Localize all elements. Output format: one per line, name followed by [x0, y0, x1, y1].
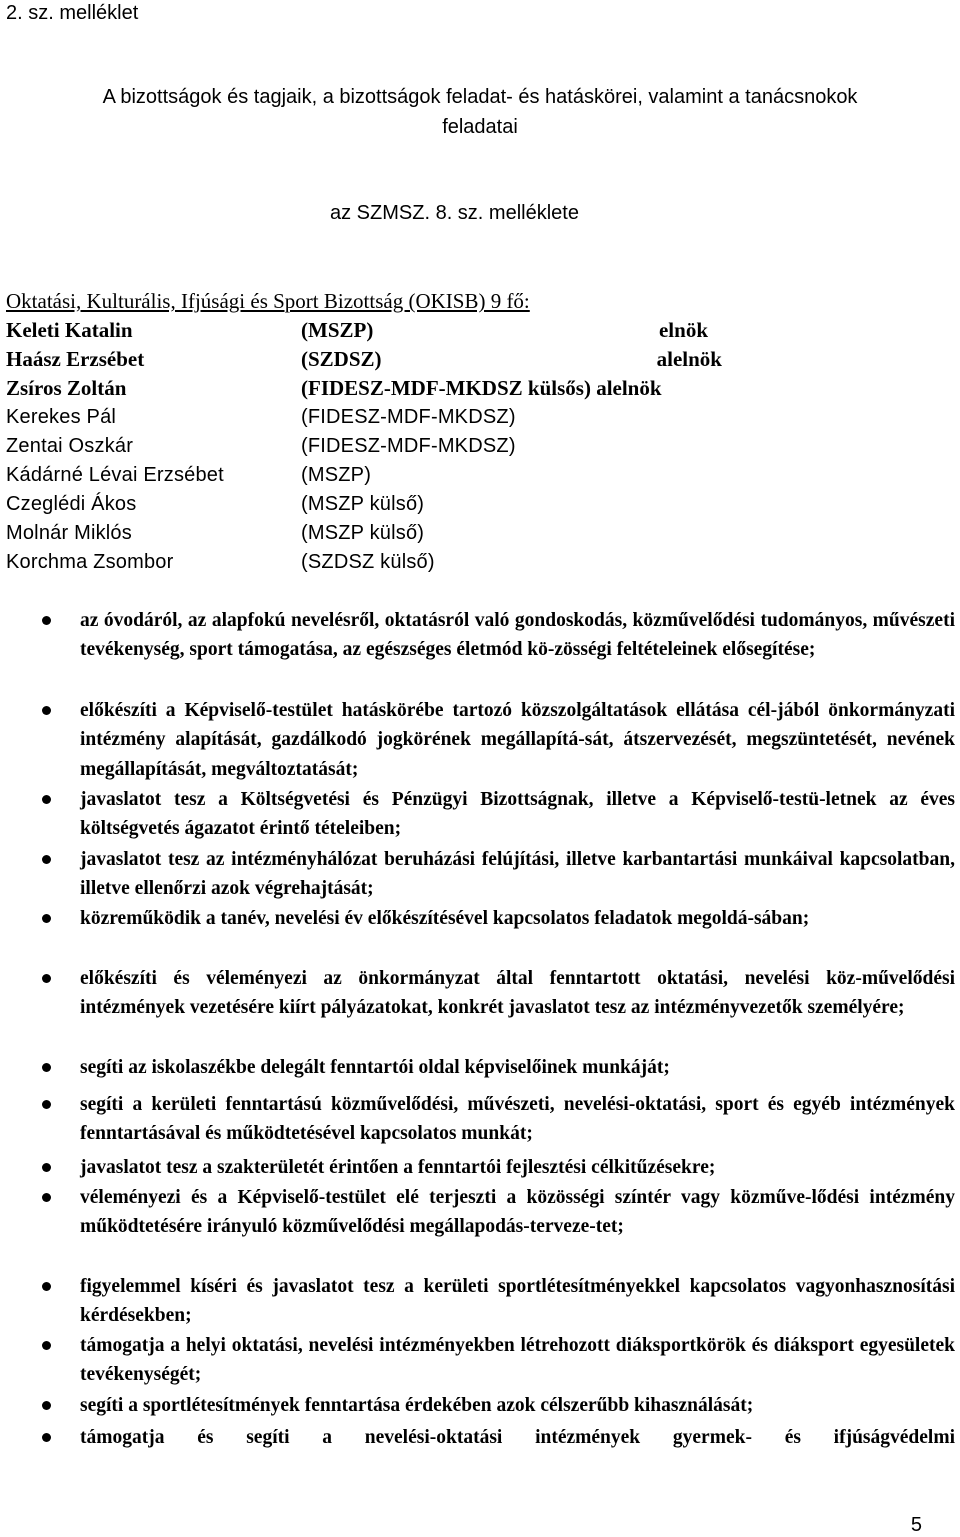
bullet-icon: [42, 974, 51, 983]
member-name: Kerekes Pál: [6, 406, 117, 428]
member-party: (MSZP): [301, 464, 372, 486]
bullet-icon: [42, 1401, 51, 1410]
annex-label: 2. sz. melléklet: [6, 2, 139, 24]
member-party: (MSZP): [301, 318, 374, 342]
duty-item: támogatja és segíti a nevelési-oktatási intézmények gyermek- és ifjúságvédelmi: [80, 1427, 955, 1448]
duty-item: előkészíti és véleményezi az önkormányzat által fenntartott oktatási, nevelési köz-művelődési intézmények vezetésére kiírt pályázatokat, konkrét javaslatot tesz az intézményvezetők személyére;: [80, 968, 955, 1019]
member-name: Molnár Miklós: [6, 522, 132, 544]
member-party: (FIDESZ-MDF-MKDSZ): [301, 435, 516, 457]
duty-item: javaslatot tesz a Költségvetési és Pénzügyi Bizottságnak, illetve a Képviselő-testü-letnek az éves költségvetés ágazatot érintő tételeiben;: [80, 789, 955, 840]
member-name: Haász Erzsébet: [6, 347, 145, 371]
member-party: (FIDESZ-MDF-MKDSZ): [301, 406, 516, 428]
document-subtitle: az SZMSZ. 8. sz. melléklete: [330, 202, 579, 224]
duty-item: segíti az iskolaszékbe delegált fenntartói oldal képviselőinek munkáját;: [80, 1057, 670, 1078]
member-party: (SZDSZ külső): [301, 551, 435, 573]
member-party: (MSZP külső): [301, 493, 425, 515]
duty-item: figyelemmel kíséri és javaslatot tesz a kerületi sportlétesítményekkel kapcsolatos vagyonhasznosítási kérdésekben;: [80, 1276, 955, 1327]
member-party: (SZDSZ): [301, 347, 382, 371]
member-name: Keleti Katalin: [6, 318, 133, 342]
bullet-icon: [42, 1163, 51, 1172]
bullet-icon: [42, 1100, 51, 1109]
member-name: Kádárné Lévai Erzsébet: [6, 464, 224, 486]
bullet-icon: [42, 1193, 51, 1202]
duty-item: javaslatot tesz a szakterületét érintően a fenntartói fejlesztési célkitűzésekre;: [80, 1157, 716, 1178]
duty-item: javaslatot tesz az intézményhálózat beruházási felújítási, illetve karbantartási munkáival kapcsolatban, illetve ellenőrzi azok végrehajtását;: [80, 849, 955, 900]
member-role: elnök: [658, 318, 708, 342]
bullet-icon: [42, 706, 51, 715]
member-name: Zentai Oszkár: [6, 435, 134, 457]
bullet-icon: [42, 914, 51, 923]
duty-item: támogatja a helyi oktatási, nevelési intézményekben létrehozott diáksportkörök és diáksport egyesületek tevékenységét;: [80, 1335, 955, 1386]
member-party: (MSZP külső): [301, 522, 425, 544]
duty-item: segíti a kerületi fenntartású közművelődési, művészeti, nevelési-oktatási, sport és egyéb intézmények fenntartásával és működtetésével kapcsolatos munkát;: [80, 1094, 955, 1145]
bullet-icon: [42, 795, 51, 804]
page-number: 5: [910, 1514, 922, 1536]
document-title-line-1: A bizottságok és tagjaik, a bizottságok feladat- és hatáskörei, valamint a tanácsnokok: [102, 86, 858, 108]
duty-item: segíti a sportlétesítmények fenntartása érdekében azok célszerűbb kihasználását;: [80, 1395, 754, 1416]
member-party: (FIDESZ-MDF-MKDSZ külsős) alelnök: [301, 376, 662, 400]
duty-item: közreműködik a tanév, nevelési év előkészítésével kapcsolatos feladatok megoldá-sában;: [80, 908, 810, 929]
bullet-icon: [42, 1433, 51, 1442]
document-title-line-2: feladatai: [442, 116, 518, 138]
bullet-icon: [42, 616, 51, 625]
duty-item: előkészíti a Képviselő-testület hatáskörébe tartozó közszolgáltatások ellátása cél-jából önkormányzati intézmény alapítását, gazdálkodó jogkörének megállapítá-sát, átszervezését, megszüntetését, nevének megállapítását, megváltoztatását;: [80, 700, 955, 780]
duty-item: véleményezi és a Képviselő-testület elé terjeszti a közösségi színtér vagy közműve-lődési intézmény működtetésére irányuló közművelődési megállapodás-terveze-tet;: [80, 1187, 955, 1238]
duty-item: az óvodáról, az alapfokú nevelésről, oktatásról való gondoskodás, közművelődési tudományos, művészeti tevékenység, sport támogatása, az egészséges életmód kö-zösségi feltételeinek elősegítése;: [80, 610, 955, 661]
member-name: Zsíros Zoltán: [6, 376, 127, 400]
member-role: alelnök: [656, 347, 722, 371]
bullet-icon: [42, 1341, 51, 1350]
committee-title: Oktatási, Kulturális, Ifjúsági és Sport Bizottság (OKISB) 9 fő:: [6, 289, 530, 313]
bullet-icon: [42, 1282, 51, 1291]
bullet-icon: [42, 855, 51, 864]
bullet-icon: [42, 1063, 51, 1072]
member-name: Czeglédi Ákos: [6, 493, 137, 515]
member-name: Korchma Zsombor: [6, 551, 174, 573]
